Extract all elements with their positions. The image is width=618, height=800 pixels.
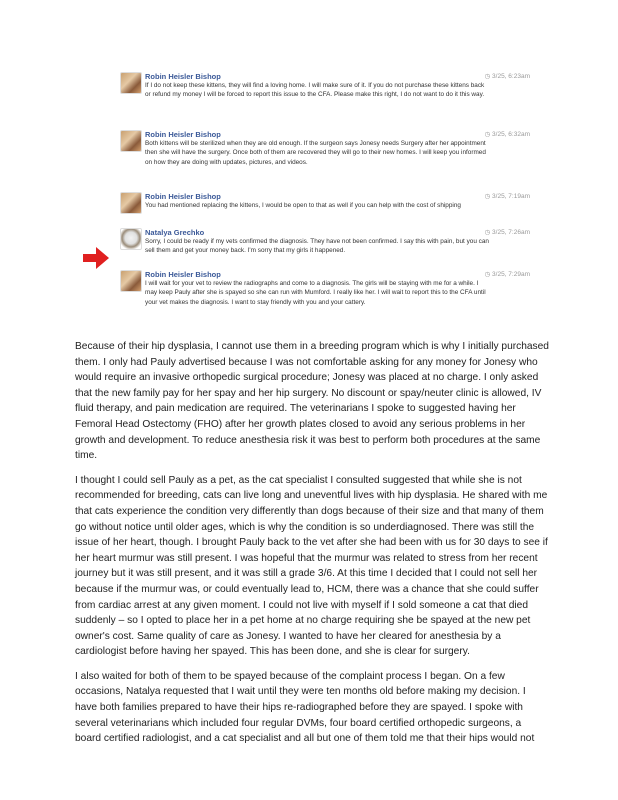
sender-name: Robin Heisler Bishop	[145, 192, 221, 201]
avatar	[120, 270, 142, 292]
red-arrow-icon	[83, 247, 109, 269]
document-body	[75, 339, 550, 756]
message-text: I will wait for your vet to review the radiographs and come to a diagnosis. The girls will be staying with me for a while. I may keep Pauly after she is spayed so she can run with Mumford. I really like her. I will wait to report this to the CFA until your vet makes the diagnosis. I want to stay friendly with you and your cattery.	[145, 280, 486, 306]
sender-name: Robin Heisler Bishop	[145, 130, 221, 139]
avatar	[120, 72, 142, 94]
paragraph: Because of their hip dysplasia, I cannot use them in a breeding program which is why I initially purchased them. I only had Pauly advertised because I was not comfortable asking for any money for Jonesy who would require an invasive orthopedic surgical procedure; Jonesy was placed at no charge. I only asked that the new family pay for her spay and her hip surgery. No discount or spay/neuter clinic is allowed, IV fluid therapy, and pain medication are required. The veterinarians I spoke to suggested having her Femoral Head Ostectomy (FHO) after her growth plates closed to avoid any serious problems in her growth and development. To reduce anesthesia risk it was best to perform both procedures at the same time.	[75, 341, 549, 462]
message-time: ◷ 3/25, 7:19am	[484, 193, 530, 200]
message-text: If I do not keep these kittens, they will find a loving home. I will make sure of it. If you do not purchase these kittens back or refund my money I will be forced to report this issue to the CFA. Please make this right, I do not want to do it this way.	[145, 82, 485, 99]
sender-name: Natalya Grechko	[145, 228, 205, 237]
avatar	[120, 228, 142, 250]
sender-name: Robin Heisler Bishop	[145, 72, 221, 81]
message-time: ◷ 3/25, 7:29am	[484, 271, 530, 278]
message-text: You had mentioned replacing the kittens, I would be open to that as well if you can help with the cost of shipping	[145, 202, 461, 209]
chat-screenshot	[110, 70, 530, 332]
avatar	[120, 130, 142, 152]
message-text: Sorry, I could be ready if my vets confirmed the diagnosis. They have not been confirmed. I say this with pain, but you can sell them and get your money back. I'm sorry that my girls it happened.	[145, 238, 489, 255]
paragraph: I also waited for both of them to be spayed because of the complaint process I began. On a few occasions, Natalya requested that I wait until they were ten months old before making my decision. I have both families prepared to have their hips re-radiographed before they are spayed. I spoke with several veterinarians which included four regular DVMs, four board certified orthopedic surgeons, a board certified radiologist, and a cat specialist and all but one of them told me that their hips would not	[75, 670, 535, 745]
sender-name: Robin Heisler Bishop	[145, 270, 221, 279]
avatar	[120, 192, 142, 214]
message-time: ◷ 3/25, 6:23am	[484, 73, 530, 80]
message-time: ◷ 3/25, 6:32am	[484, 131, 530, 138]
paragraph: I thought I could sell Pauly as a pet, as the cat specialist I consulted suggested that while she is not recommended for breeding, cats can live long and uneventful lives with hip dysplasia. He shared with me that cats experience the condition very differently than dogs because of their size and that many of them go without notice until older ages, which is why the condition is so underdiagnosed. There was still the issue of her heart, though. I brought Pauly back to the vet after she had been with us for 30 days to see if her heart murmur was still present. I was hopeful that the murmur was related to stress from her recent journey but it was still present, and it was still a grade 3/6. At this time I decided that I could not sell her because if the murmur was, or could eventually lead to, HCM, there was a chance that she could suffer from cardiac arrest at any given moment. I could not live with myself if I sold someone a cat that died suddenly – so I opted to place her in a pet home at no charge requiring she be spayed at the new pet owner's cost. Same quality of care as Jonesy. I wanted to have her cleared for anesthesia by a cardiologist before having her spayed. This has been done, and she is clear for surgery.	[75, 474, 548, 658]
message-text: Both kittens will be sterilized when they are old enough. If the surgeon says Jonesy needs Surgery after her appointment then she will have the surgery. Once both of them are recovered they will go to their new homes. I will keep you informed on how they are doing with updates, pictures, and videos.	[145, 140, 486, 166]
message-time: ◷ 3/25, 7:26am	[484, 229, 530, 236]
